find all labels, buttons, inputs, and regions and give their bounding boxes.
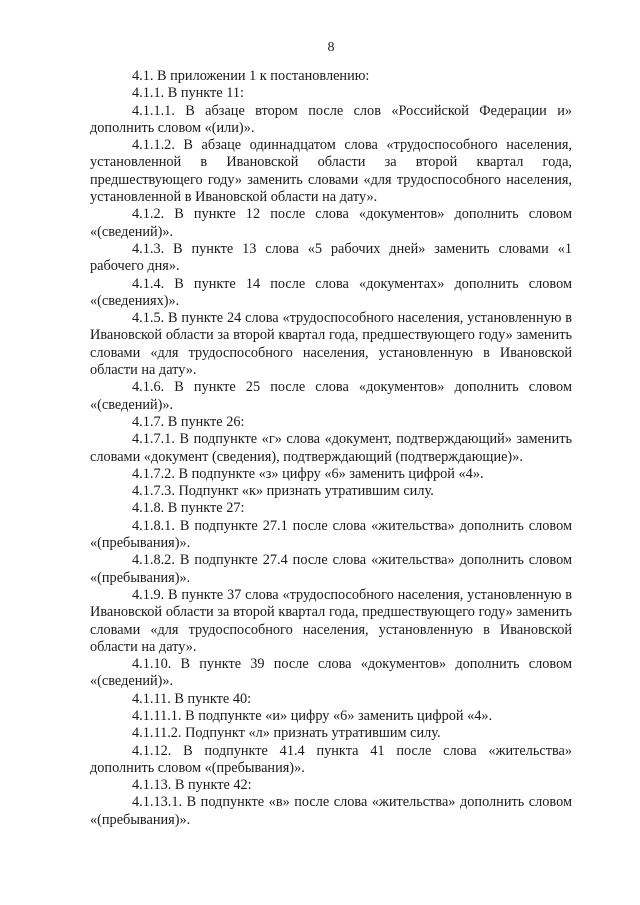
paragraph-4-1-7-1: 4.1.7.1. В подпункте «г» слова «документ, подтверждающий» заменить словами «документ (сведения), подтверждающий (подтверждающие)». [90,431,572,465]
paragraph-4-1-1: 4.1.1. В пункте 11: [132,85,244,102]
paragraph-4-1-12: 4.1.12. В подпункте 41.4 пункта 41 после слова «жительства» дополнить словом «(пребывания)». [90,742,572,776]
paragraph-4-1-11-1: 4.1.11.1. В подпункте «и» цифру «6» заменить цифрой «4». [132,707,493,724]
paragraph-4-1-11-2: 4.1.11.2. Подпункт «л» признать утратившим силу. [132,725,441,742]
paragraph-4-1-9: 4.1.9. В пункте 37 слова «трудоспособного населения, установленную в Ивановской области за второй квартал года, предшествующего году» заменить словами «для трудоспособного населения, установленную в Ивановской области на дату». [90,586,572,655]
paragraph-4-1-6: 4.1.6. В пункте 25 после слова «документов» дополнить словом «(сведений)». [90,379,572,413]
paragraph-4-1-11: 4.1.11. В пункте 40: [132,690,252,707]
paragraph-4-1-8: 4.1.8. В пункте 27: [132,500,245,517]
paragraph-4-1-5: 4.1.5. В пункте 24 слова «трудоспособного населения, установленную в Ивановской области за второй квартал года, предшествующего году» заменить словами «для трудоспособного населения, установленную в Ивановской области на дату». [90,310,572,379]
paragraph-4-1-8-1: 4.1.8.1. В подпункте 27.1 после слова «жительства» дополнить словом «(пребывания)». [90,517,572,552]
paragraph-4-1-13: 4.1.13. В пункте 42: [132,777,252,794]
paragraph-4-1-7-2: 4.1.7.2. В подпункте «з» цифру «6» заменить цифрой «4». [132,465,484,482]
paragraph-4-1-1-1: 4.1.1.1. В абзаце втором после слов «Российской Федерации и» дополнить словом «(или)». [90,102,572,136]
paragraph-4-1-1-2: 4.1.1.2. В абзаце одиннадцатом слова «трудоспособного населения, установленной в Ивановской области за второй квартал года, предшествующего году» заменить словами «для трудоспособного населения, установленной в Ивановской области на дату». [90,137,572,206]
paragraph-4-1: 4.1. В приложении 1 к постановлению: [132,68,370,84]
paragraph-4-1-13-1: 4.1.13.1. В подпункте «в» после слова «жительства» дополнить словом «(пребывания)». [90,794,572,828]
document-body [90,68,572,829]
paragraph-4-1-7-3: 4.1.7.3. Подпункт «к» признать утратившим силу. [132,483,434,500]
paragraph-4-1-10: 4.1.10. В пункте 39 после слова «документов» дополнить словом «(сведений)». [90,656,572,690]
paragraph-4-1-4: 4.1.4. В пункте 14 после слова «документах» дополнить словом «(сведениях)». [90,275,572,309]
document-page [90,0,572,905]
paragraph-4-1-7: 4.1.7. В пункте 26: [132,413,245,430]
paragraph-4-1-3: 4.1.3. В пункте 13 слова «5 рабочих дней» заменить словами «1 рабочего дня». [90,240,572,275]
page-number: 8 [327,40,335,55]
paragraph-4-1-2: 4.1.2. В пункте 12 после слова «документов» дополнить словом «(сведений)». [90,206,572,240]
paragraph-4-1-8-2: 4.1.8.2. В подпункте 27.4 после слова «жительства» дополнить словом «(пребывания)». [90,552,572,586]
